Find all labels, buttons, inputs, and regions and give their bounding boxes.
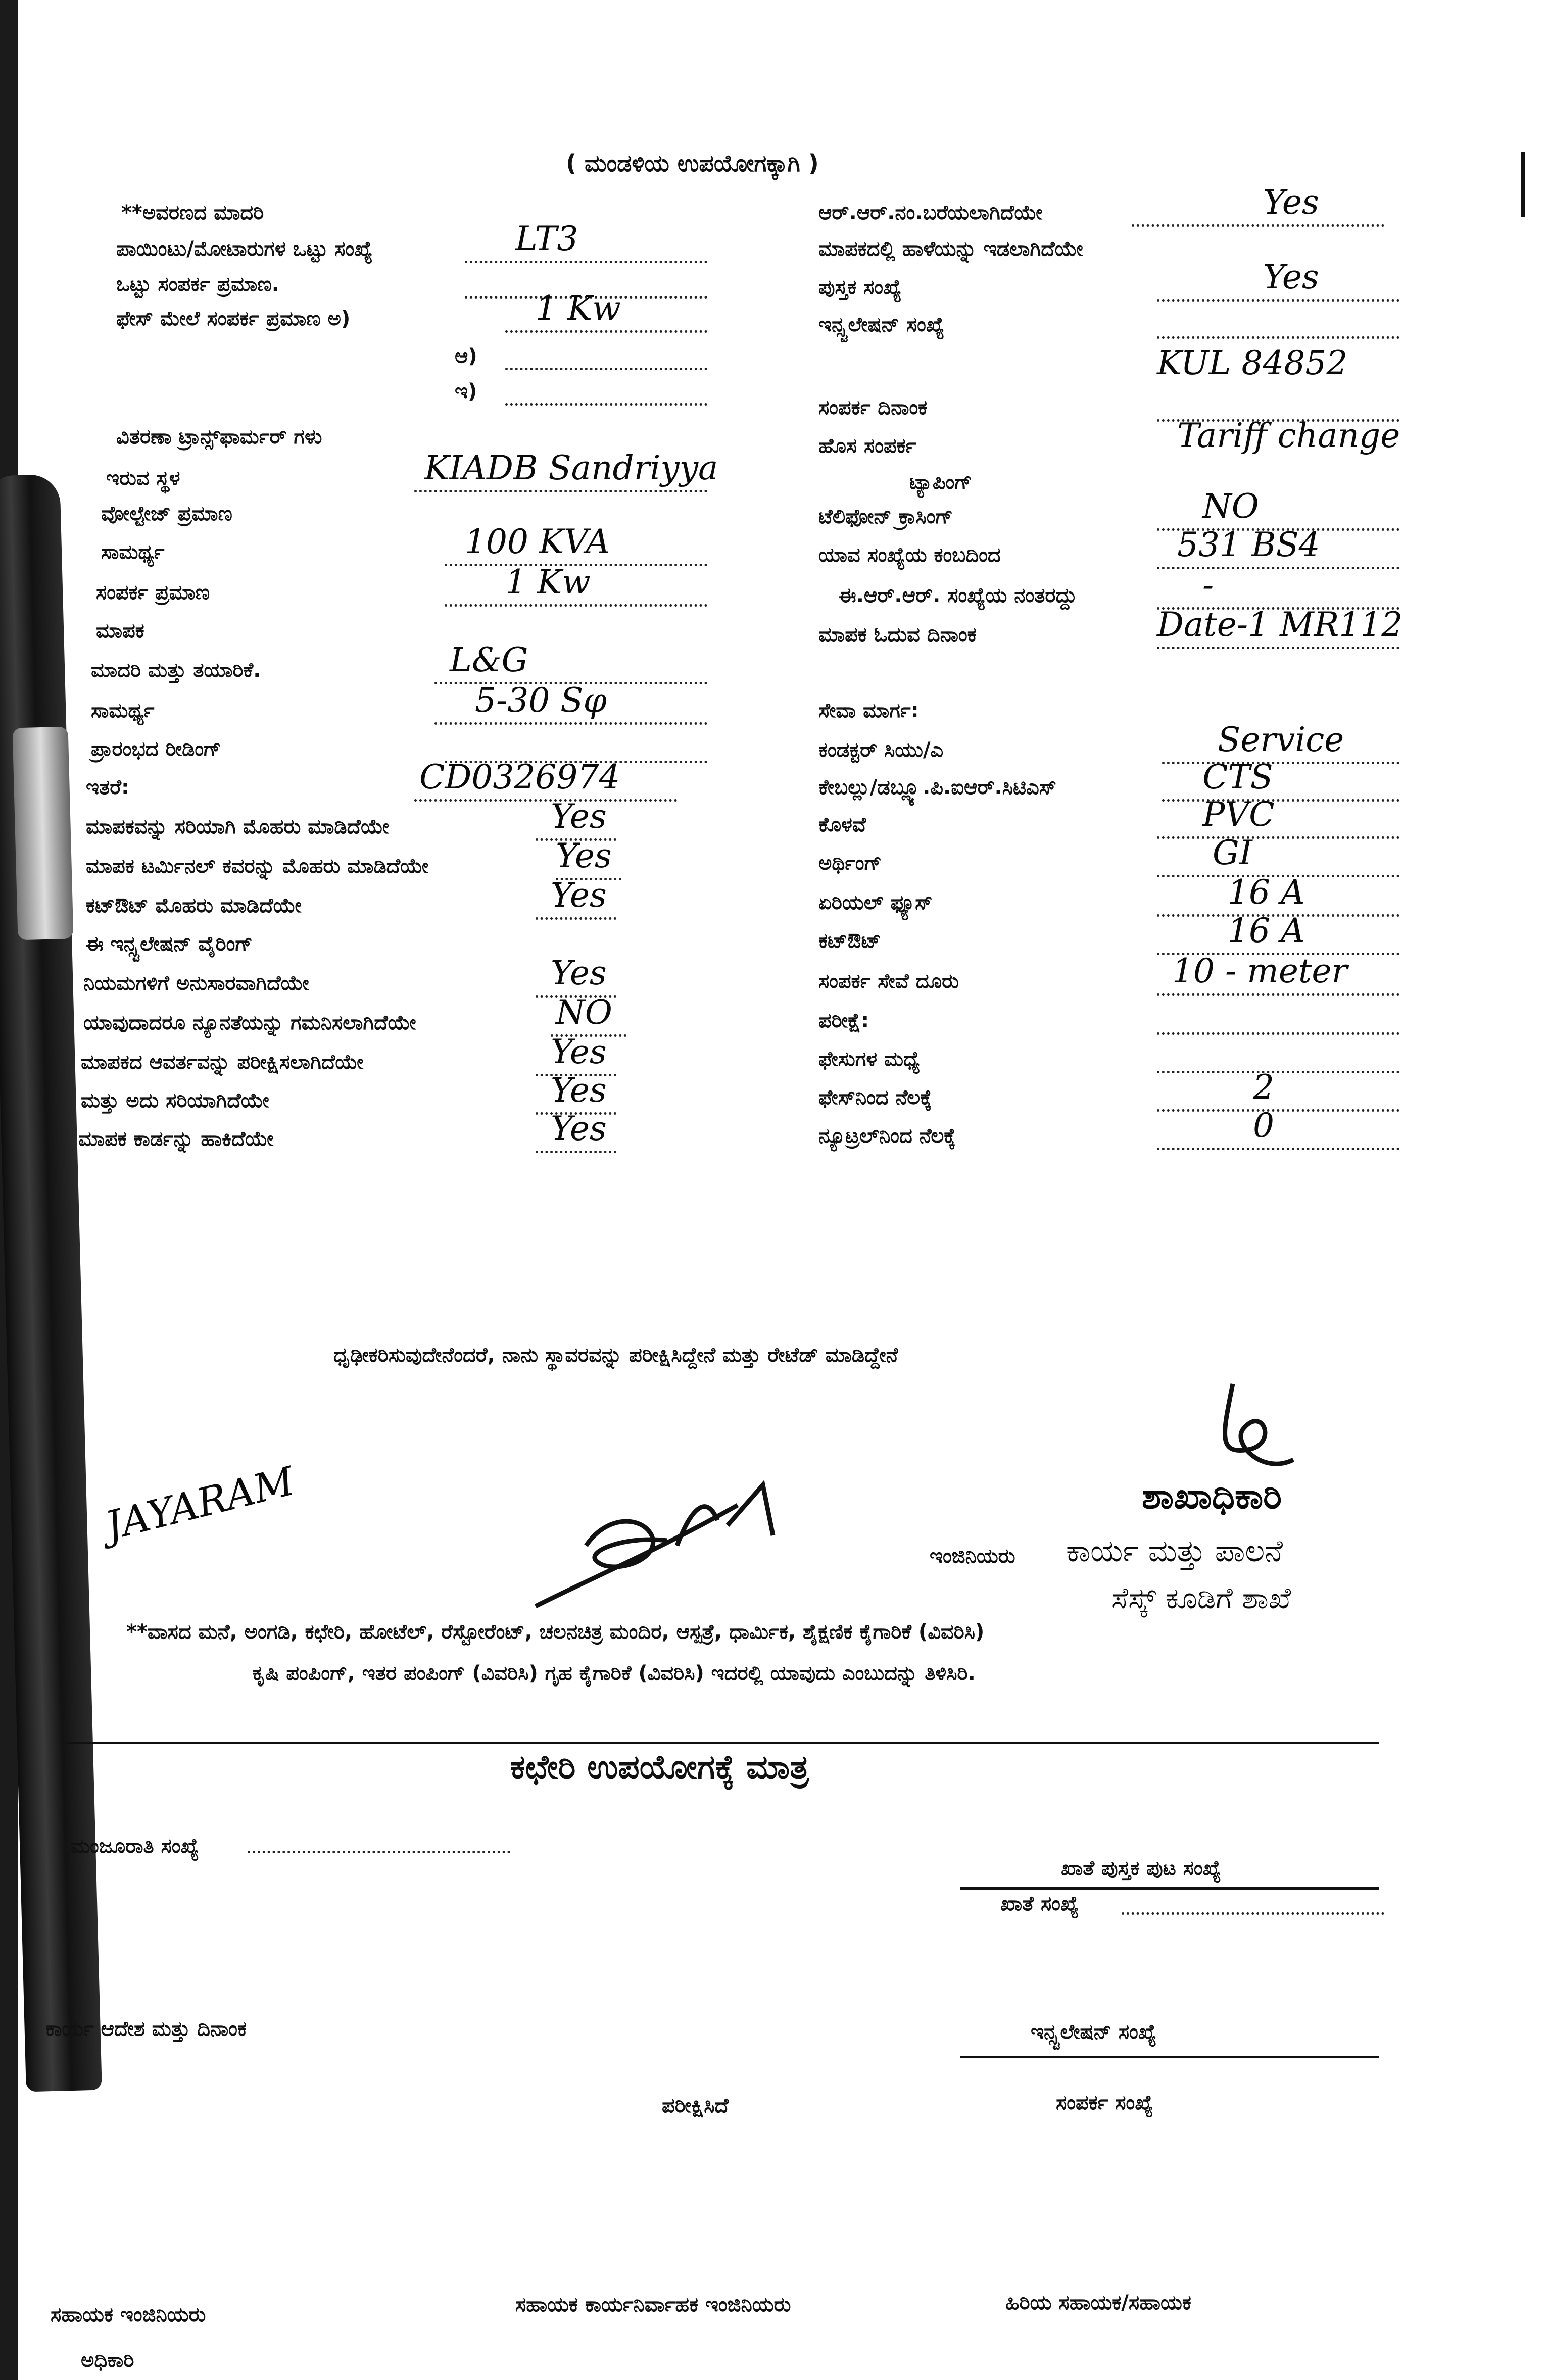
assistant-engineer-label: ಸಹಾಯಕ ಇಂಜಿನಿಯರು — [51, 2303, 206, 2326]
left-field-dotted-line — [505, 403, 707, 406]
left-field-label: ಮಾಪಕ — [96, 619, 144, 642]
right-field-value: CTS — [1202, 758, 1273, 797]
ledger-page-label: ಖಾತೆ ಪುಸ್ತಕ ಪುಟ ಸಂಖ್ಯೆ — [1061, 1857, 1221, 1880]
right-field-value: 531 BS4 — [1177, 525, 1320, 564]
signature-jayaram: JAYARAM — [101, 1458, 299, 1550]
right-field-label: ಏರಿಯಲ್ ಫ್ಯೂಸ್ — [818, 891, 933, 914]
right-field-label: ಇನ್ಸ್ಟಲೇಷನ್ ಸಂಖ್ಯೆ — [818, 313, 945, 336]
right-field-label: ಪುಸ್ತಕ ಸಂಖ್ಯೆ — [818, 276, 902, 299]
right-field-label: ಫೇಸುಗಳ ಮಧ್ಯೆ — [818, 1048, 921, 1071]
left-field-dotted-line — [536, 1151, 616, 1153]
left-field-dotted-line — [505, 368, 707, 370]
left-field-value: Yes — [551, 876, 607, 915]
right-field-label: ಮಾಪಕ ಓದುವ ದಿನಾಂಕ — [818, 623, 977, 647]
left-field-value: L&G — [450, 640, 528, 679]
right-field-value: Tariff change — [1177, 416, 1400, 455]
right-field-value: 16 A — [1228, 873, 1305, 912]
left-field-dotted-line — [465, 261, 707, 263]
left-field-label: ನಿಯಮಗಳಿಗೆ ಅನುಸಾರವಾಗಿದೆಯೇ — [83, 972, 309, 995]
right-field-dotted-line — [1132, 224, 1384, 227]
pen-clip — [13, 727, 74, 940]
right-field-value: 0 — [1253, 1106, 1274, 1145]
left-field-label: ಮಾಪಕ ಕಾರ್ಡನ್ನು ಹಾಕಿದೆಯೇ — [78, 1127, 274, 1151]
left-field-label: ಮತ್ತು ಅದು ಸರಿಯಾಗಿದೆಯೇ — [81, 1089, 269, 1112]
right-field-label: ಸೇವಾ ಮಾರ್ಗ: — [818, 699, 919, 722]
left-field-value: 1 Kw — [536, 289, 621, 328]
left-field-label: ಮಾದರಿ ಮತ್ತು ತಯಾರಿಕೆ. — [91, 659, 261, 682]
left-field-dotted-line — [445, 604, 707, 607]
right-field-dotted-line — [1157, 1148, 1399, 1150]
left-field-label: ಸಾಮರ್ಥ್ಯ — [91, 699, 155, 722]
officer-title: ಶಾಖಾಧಿಕಾರಿ — [1142, 1475, 1282, 1517]
left-field-label: ಇ) — [455, 380, 477, 403]
right-field-label: ಟೆಲಿಫೋನ್ ಕ್ರಾಸಿಂಗ್ — [818, 505, 953, 528]
left-field-label: ಯಾವುದಾದರೂ ನ್ಯೂನತೆಯನ್ನು ಗಮನಿಸಲಾಗಿದೆಯೇ — [83, 1011, 416, 1034]
left-field-label: ಪ್ರಾರಂಭದ ರೀಡಿಂಗ್ — [91, 737, 221, 761]
right-field-label: ಸಂಪರ್ಕ ಸೇವೆ ದೂರು — [818, 970, 959, 993]
left-field-dotted-line — [536, 917, 616, 920]
office-use-title: ಕಛೇರಿ ಉಪಯೋಗಕ್ಕೆ ಮಾತ್ರ — [510, 1748, 809, 1787]
right-field-label: ಕೊಳವೆ — [818, 813, 866, 836]
senior-assistant-label: ಹಿರಿಯ ಸಹಾಯಕ/ಸಹಾಯಕ — [1005, 2291, 1191, 2314]
right-field-value: NO — [1202, 487, 1259, 526]
right-field-dotted-line — [1157, 336, 1399, 339]
right-field-dotted-line — [1162, 762, 1399, 764]
left-field-value: Yes — [551, 954, 607, 993]
left-field-label: ಒಟ್ಟು ಸಂಪರ್ಕ ಪ್ರಮಾಣ. — [116, 273, 279, 296]
right-field-label: ಕೇಬಲ್ಲು/ಡಬ್ಲ್ಯೂ.ಪಿ.ಐಆರ್.ಸಿಟಿಎಸ್ — [818, 776, 1056, 799]
left-field-label: **ಅವರಣದ ಮಾದರಿ — [121, 201, 264, 224]
connection-number-label: ಸಂಪರ್ಕ ಸಂಖ್ಯೆ — [1056, 2091, 1153, 2114]
right-field-label: ಈ.ಆರ್.ಆರ್. ಸಂಖ್ಯೆಯ ನಂತರದ್ದು — [839, 584, 1077, 607]
right-field-label: ಆರ್.ಆರ್.ನಂ.ಬರೆಯಲಾಗಿದೆಯೇ — [818, 201, 1043, 224]
left-field-value: LT3 — [515, 219, 578, 258]
assistant-executive-engineer-label: ಸಹಾಯಕ ಕಾರ್ಯನಿರ್ವಾಹಕ ಇಂಜಿನಿಯರು — [515, 2293, 791, 2316]
right-field-dotted-line — [1157, 1032, 1399, 1035]
left-field-value: Yes — [551, 1109, 607, 1148]
left-field-label: ಆ) — [455, 344, 477, 368]
footnote-line-2: ಕೃಷಿ ಪಂಪಿಂಗ್, ಇತರ ಪಂಪಿಂಗ್ (ವಿವರಿಸಿ) ಗೃಹ ಕೈಗಾರಿಕೆ (ವಿವರಿಸಿ) ಇದರಲ್ಲಿ ಯಾವುದು ಎಂಬುದನ್ನು ತಿಳಿಸಿರಿ. — [253, 1662, 976, 1685]
right-field-label: ಫೇಸ್‌ನಿಂದ ನೆಲಕ್ಕೆ — [818, 1086, 932, 1109]
installation-rule — [960, 2056, 1379, 2058]
officer-label: ಅಧಿಕಾರಿ — [81, 2349, 134, 2372]
right-field-value: Yes — [1263, 183, 1319, 222]
account-number-label: ಖಾತೆ ಸಂಖ್ಯೆ — [1000, 1892, 1079, 1915]
left-field-label: ಫೇಸ್ ಮೇಲೆ ಸಂಪರ್ಕ ಪ್ರಮಾಣ ಅ) — [116, 307, 351, 330]
left-field-value: KIADB Sandriyya — [424, 449, 718, 487]
engineer-signature — [525, 1475, 808, 1626]
right-field-dotted-line — [1157, 993, 1399, 996]
left-field-dotted-line — [505, 330, 707, 333]
right-field-value: 10 - meter — [1172, 952, 1348, 990]
left-field-dotted-line — [414, 799, 677, 802]
engineer-handwritten: ಕಾರ್ಯ ಮತ್ತು ಪಾಲನೆ — [1066, 1533, 1283, 1569]
left-field-value: Yes — [556, 836, 612, 875]
right-field-label: ಕಟ್‌ಔಟ್ — [818, 929, 881, 953]
left-field-label: ವೋಲ್ಟೇಜ್ ಪ್ರಮಾಣ — [101, 502, 232, 525]
footnote-line-1: **ವಾಸದ ಮನೆ, ಅಂಗಡಿ, ಕಛೇರಿ, ಹೋಟೆಲ್, ರೆಸ್ಟೋರೆಂಟ್, ಚಲನಚಿತ್ರ ಮಂದಿರ, ಆಸ್ಪತ್ರೆ, ಧಾರ್ಮಿಕ, ಶೈಕ್ಷಣಿಕ ಕೈಗಾರಿಕೆ (ವಿವರಿಸಿ) — [126, 1620, 985, 1644]
right-field-dotted-line — [1157, 647, 1399, 649]
branch-handwritten: ಸೆಸ್ಕ್ ಕೂಡಿಗೆ ಶಾಖೆ — [1111, 1581, 1291, 1615]
right-field-value: GI — [1213, 833, 1252, 872]
left-field-label: ಕಟ್‌ಔಟ್ ಮೊಹರು ಮಾಡಿದೆಯೇ — [86, 894, 302, 917]
left-field-value: 5-30 Sφ — [475, 681, 607, 720]
right-field-value: 16 A — [1228, 911, 1305, 950]
left-field-label: ಮಾಪಕವನ್ನು ಸರಿಯಾಗಿ ಮೊಹರು ಮಾಡಿದೆಯೇ — [86, 815, 389, 838]
right-field-dotted-line — [1157, 1071, 1399, 1073]
left-field-value: 100 KVA — [465, 522, 610, 561]
left-field-value: CD0326974 — [419, 758, 620, 797]
right-field-label: ಯಾವ ಸಂಖ್ಯೆಯ ಕಂಬದಿಂದ — [818, 543, 1001, 567]
work-order-label: ಕಾರ್ಯ ಆದೇಶ ಮತ್ತು ದಿನಾಂಕ — [45, 2017, 247, 2041]
sanction-number-line — [248, 1851, 510, 1853]
right-field-value: Date-1 MR112 — [1157, 605, 1403, 644]
right-field-dotted-line — [1157, 299, 1399, 302]
page-title: ( ಮಂಡಳಿಯ ಉಪಯೋಗಕ್ಕಾಗಿ ) — [566, 150, 819, 177]
left-field-label: ಈ ಇನ್ಸ್ಟಲೇಷನ್ ವೈರಿಂಗ್ — [86, 932, 253, 956]
right-field-dotted-line — [1157, 567, 1399, 569]
checked-label: ಪರೀಕ್ಷಿಸಿದೆ — [662, 2094, 729, 2117]
right-field-label: ನ್ಯೂಟ್ರಲ್‌ನಿಂದ ನೆಲಕ್ಕೆ — [818, 1124, 956, 1148]
left-field-label: ಇತರೆ: — [86, 776, 129, 799]
left-field-label: ಸಾಮರ್ಥ್ಯ — [101, 540, 165, 564]
right-field-dotted-line — [1157, 836, 1399, 839]
right-field-dotted-line — [1157, 1109, 1399, 1112]
right-field-label: ಮಾಪಕದಲ್ಲಿ ಹಾಳೆಯನ್ನು ಇಡಲಾಗಿದೆಯೇ — [818, 237, 1083, 261]
office-installation-label: ಇನ್ಸ್ಟಲೇಷನ್ ಸಂಖ್ಯೆ — [1031, 2020, 1157, 2044]
right-field-value: Service — [1218, 720, 1344, 759]
right-field-value: 2 — [1253, 1068, 1274, 1107]
scan-edge-mark — [1521, 152, 1525, 217]
left-field-value: Yes — [551, 1071, 607, 1110]
right-field-label: ಟ್ಯಾಪಿಂಗ್ — [909, 471, 972, 494]
right-field-dotted-line — [1162, 799, 1399, 802]
right-field-label: ಹೊಸ ಸಂಪರ್ಕ — [818, 434, 916, 458]
right-field-value: Yes — [1263, 258, 1319, 296]
left-field-value: 1 Kw — [505, 563, 591, 602]
right-field-value: KUL 84852 — [1157, 343, 1348, 382]
left-field-label: ಇರುವ ಸ್ಥಳ — [106, 467, 180, 490]
right-field-label: ಅರ್ಥಿಂಗ್ — [818, 852, 882, 875]
left-field-dotted-line — [434, 722, 707, 725]
sanction-number-label: ಮಂಜೂರಾತಿ ಸಂಖ್ಯೆ — [71, 1834, 199, 1858]
left-field-label: ಪಾಯಿಂಟು/ಮೋಟಾರುಗಳ ಒಟ್ಟು ಸಂಖ್ಯೆ — [116, 237, 373, 261]
divider-line — [66, 1742, 1379, 1744]
right-field-value: PVC — [1202, 795, 1275, 834]
left-field-label: ಸಂಪರ್ಕ ಪ್ರಮಾಣ — [96, 581, 210, 604]
left-field-label: ವಿತರಣಾ ಟ್ರಾನ್ಸ್‌ಫಾರ್ಮರ್ ಗಳು — [116, 425, 322, 449]
left-field-label: ಮಾಪಕದ ಆವರ್ತವನ್ನು ಪರೀಕ್ಷಿಸಲಾಗಿದೆಯೇ — [81, 1051, 364, 1074]
engineer-label: ಇಂಜಿನಿಯರು — [930, 1545, 1015, 1568]
certification-statement: ಧೃಢೀಕರಿಸುವುದೇನೆಂದರೆ, ನಾನು ಸ್ಥಾವರವನ್ನು ಪರೀಕ್ಷಿಸಿದ್ದೇನೆ ಮತ್ತು ರೇಟೆಡ್ ಮಾಡಿದ್ದೇನೆ — [333, 1344, 898, 1367]
account-number-line — [1122, 1912, 1384, 1915]
left-field-value: Yes — [551, 1032, 607, 1071]
left-field-dotted-line — [414, 490, 707, 492]
right-field-label: ಕಂಡಕ್ಟರ್ ಸಿಯು/ಎ — [818, 738, 944, 762]
right-field-label: ಪರೀಕ್ಷೆ: — [818, 1009, 869, 1032]
left-field-value: NO — [556, 993, 612, 1032]
right-field-value: - — [1202, 566, 1214, 605]
right-field-label: ಸಂಪರ್ಕ ದಿನಾಂಕ — [818, 396, 928, 419]
left-field-value: Yes — [551, 797, 607, 836]
left-field-label: ಮಾಪಕ ಟರ್ಮಿನಲ್ ಕವರನ್ನು ಮೊಹರು ಮಾಡಿದೆಯೇ — [86, 855, 429, 878]
ledger-rule — [960, 1887, 1379, 1890]
